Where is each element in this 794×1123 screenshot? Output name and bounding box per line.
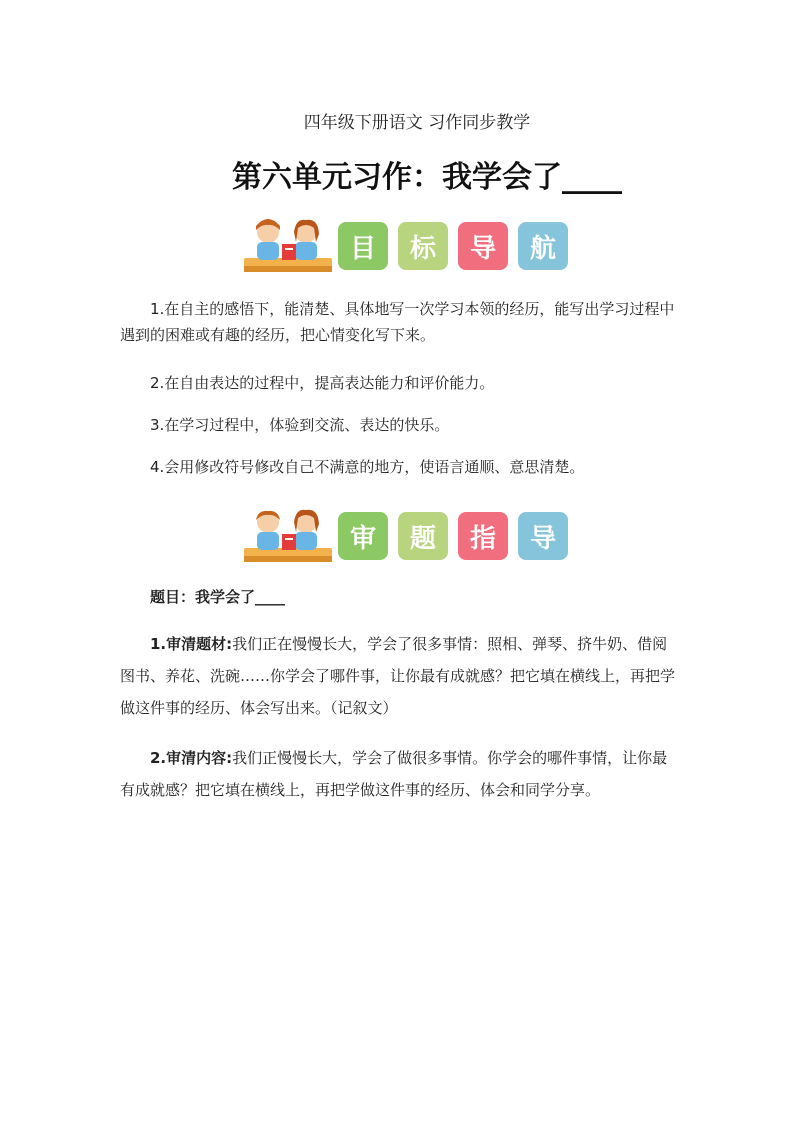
guide-item-2-text: 我们正慢慢长大，学会了做很多事情。你学会的哪件事情，让你最有成就感？把它填在横线上，再把学做这件事的经历、体会和同学分享。 [120,749,668,799]
goal-1: 1.在自主的感悟下，能清楚、具体地写一次学习本领的经历，能写出学习过程中遇到的困难或有趣的经历，把心情变化写下来。 [120,300,675,344]
topic-line: 题目：我学会了____ [150,588,286,606]
document-subtitle: 四年级下册语文 习作同步教学 [303,113,531,133]
goal-2: 2.在自由表达的过程中，提高表达能力和评价能力。 [150,374,495,392]
section-banner-goals [244,218,578,274]
goal-4: 4.会用修改符号修改自己不满意的地方，使语言通顺、意思清楚。 [150,458,585,476]
guide-item-1 [120,628,680,724]
tile-mu: 目 [338,222,388,270]
tile-zhi: 指 [458,512,508,560]
tile-dao: 导 [458,222,508,270]
tile-shen: 审 [338,512,388,560]
guide-item-2 [120,742,680,806]
goal-3: 3.在学习过程中，体验到交流、表达的快乐。 [150,416,450,434]
students-reading-illustration [244,218,332,274]
guide-item-1-text: 我们正在慢慢长大，学会了很多事情：照相、弹琴、挤牛奶、借阅图书、养花、洗碗……你学会了哪件事，让你最有成就感？把它填在横线上，再把学做这件事的经历、体会写出来。（记叙文） [120,635,676,717]
section-banner-guide [244,508,578,564]
tile-dao2: 导 [518,512,568,560]
guide-item-1-label: 1.审清题材: [150,635,233,653]
guide-item-2-label: 2.审清内容: [150,749,233,767]
document-title: 第六单元习作：我学会了____ [232,160,622,195]
tile-hang: 航 [518,222,568,270]
tile-ti: 题 [398,512,448,560]
tile-biao: 标 [398,222,448,270]
students-reading-illustration [244,508,332,564]
